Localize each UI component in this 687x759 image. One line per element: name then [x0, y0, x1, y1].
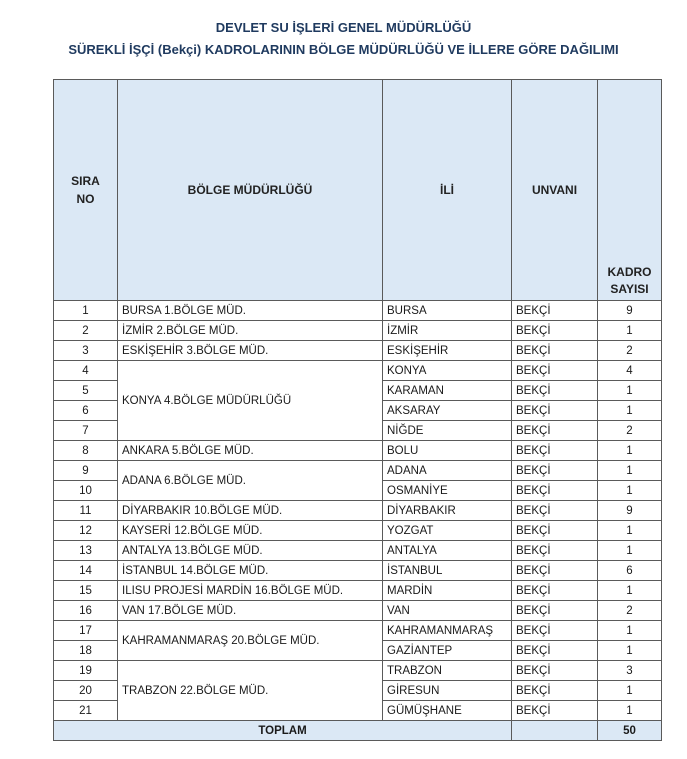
row-unvan: BEKÇİ — [512, 541, 598, 561]
row-il: GÜMÜŞHANE — [383, 701, 512, 721]
sira-label: SIRA — [71, 174, 100, 188]
table-row — [54, 441, 662, 461]
row-unvan: BEKÇİ — [512, 601, 598, 621]
row-unvan: BEKÇİ — [512, 581, 598, 601]
row-bolge: KAHRAMANMARAŞ 20.BÖLGE MÜD. — [118, 621, 383, 661]
row-kadro: 4 — [598, 361, 662, 381]
row-bolge: ADANA 6.BÖLGE MÜD. — [118, 461, 383, 501]
row-no: 20 — [54, 681, 118, 701]
column-header-sira-no — [54, 80, 118, 301]
row-no: 17 — [54, 621, 118, 641]
row-no: 10 — [54, 481, 118, 501]
bekci-distribution-table — [53, 79, 662, 741]
row-unvan: BEKÇİ — [512, 681, 598, 701]
table-row — [54, 501, 662, 521]
row-kadro: 3 — [598, 661, 662, 681]
row-no: 14 — [54, 561, 118, 581]
row-unvan: BEKÇİ — [512, 561, 598, 581]
table-row — [54, 621, 662, 641]
row-kadro: 1 — [598, 521, 662, 541]
row-kadro: 9 — [598, 301, 662, 321]
row-kadro: 1 — [598, 401, 662, 421]
table-row — [54, 601, 662, 621]
row-il: BOLU — [383, 441, 512, 461]
row-il: İSTANBUL — [383, 561, 512, 581]
row-kadro: 1 — [598, 701, 662, 721]
row-unvan: BEKÇİ — [512, 321, 598, 341]
row-bolge: ESKİŞEHİR 3.BÖLGE MÜD. — [118, 341, 383, 361]
row-no: 8 — [54, 441, 118, 461]
row-unvan: BEKÇİ — [512, 421, 598, 441]
row-il: GİRESUN — [383, 681, 512, 701]
table-row — [54, 341, 662, 361]
row-kadro: 6 — [598, 561, 662, 581]
row-unvan: BEKÇİ — [512, 481, 598, 501]
column-header-ili: İLİ — [383, 80, 512, 301]
row-il: AKSARAY — [383, 401, 512, 421]
total-empty-cell — [512, 721, 598, 741]
document-subtitle: SÜREKLİ İŞÇİ (Bekçi) KADROLARININ BÖLGE MÜDÜRLÜĞÜ VE İLLERE GÖRE DAĞILIMI — [68, 42, 619, 57]
row-unvan: BEKÇİ — [512, 461, 598, 481]
document-title: DEVLET SU İŞLERİ GENEL MÜDÜRLÜĞÜ — [215, 20, 472, 35]
row-bolge: BURSA 1.BÖLGE MÜD. — [118, 301, 383, 321]
row-no: 4 — [54, 361, 118, 381]
row-il: GAZİANTEP — [383, 641, 512, 661]
row-kadro: 1 — [598, 381, 662, 401]
row-kadro: 2 — [598, 601, 662, 621]
row-no: 18 — [54, 641, 118, 661]
row-no: 19 — [54, 661, 118, 681]
table-row — [54, 521, 662, 541]
row-bolge: İZMİR 2.BÖLGE MÜD. — [118, 321, 383, 341]
total-row — [54, 721, 662, 741]
row-kadro: 1 — [598, 581, 662, 601]
row-bolge: TRABZON 22.BÖLGE MÜD. — [118, 661, 383, 721]
row-kadro: 1 — [598, 321, 662, 341]
row-no: 16 — [54, 601, 118, 621]
row-il: TRABZON — [383, 661, 512, 681]
row-il: KAHRAMANMARAŞ — [383, 621, 512, 641]
row-unvan: BEKÇİ — [512, 341, 598, 361]
row-kadro: 9 — [598, 501, 662, 521]
row-no: 6 — [54, 401, 118, 421]
row-bolge: VAN 17.BÖLGE MÜD. — [118, 601, 383, 621]
total-label: TOPLAM — [54, 721, 512, 741]
row-no: 11 — [54, 501, 118, 521]
row-unvan: BEKÇİ — [512, 501, 598, 521]
row-unvan: BEKÇİ — [512, 621, 598, 641]
row-kadro: 2 — [598, 341, 662, 361]
row-bolge: ANKARA 5.BÖLGE MÜD. — [118, 441, 383, 461]
row-kadro: 2 — [598, 421, 662, 441]
row-no: 1 — [54, 301, 118, 321]
table-row — [54, 581, 662, 601]
column-header-kadro-sayisi — [598, 80, 662, 301]
row-il: MARDİN — [383, 581, 512, 601]
table-row — [54, 361, 662, 381]
row-il: ANTALYA — [383, 541, 512, 561]
row-unvan: BEKÇİ — [512, 441, 598, 461]
row-kadro: 1 — [598, 641, 662, 661]
row-bolge: ANTALYA 13.BÖLGE MÜD. — [118, 541, 383, 561]
row-il: ESKİŞEHİR — [383, 341, 512, 361]
row-kadro: 1 — [598, 621, 662, 641]
row-il: İZMİR — [383, 321, 512, 341]
table-row — [54, 321, 662, 341]
row-bolge: İSTANBUL 14.BÖLGE MÜD. — [118, 561, 383, 581]
row-no: 12 — [54, 521, 118, 541]
table-row — [54, 301, 662, 321]
row-unvan: BEKÇİ — [512, 661, 598, 681]
row-no: 13 — [54, 541, 118, 561]
table-header-row — [54, 80, 662, 301]
table-row — [54, 561, 662, 581]
row-kadro: 1 — [598, 541, 662, 561]
row-bolge: DİYARBAKIR 10.BÖLGE MÜD. — [118, 501, 383, 521]
row-il: KONYA — [383, 361, 512, 381]
row-no: 3 — [54, 341, 118, 361]
row-unvan: BEKÇİ — [512, 401, 598, 421]
row-bolge: ILISU PROJESİ MARDİN 16.BÖLGE MÜD. — [118, 581, 383, 601]
row-no: 2 — [54, 321, 118, 341]
row-unvan: BEKÇİ — [512, 361, 598, 381]
table-row — [54, 461, 662, 481]
column-header-unvani: UNVANI — [512, 80, 598, 301]
row-no: 7 — [54, 421, 118, 441]
no-label: NO — [76, 192, 95, 206]
row-il: YOZGAT — [383, 521, 512, 541]
row-bolge: KONYA 4.BÖLGE MÜDÜRLÜĞÜ — [118, 361, 383, 441]
column-header-bolge: BÖLGE MÜDÜRLÜĞÜ — [118, 80, 383, 301]
row-unvan: BEKÇİ — [512, 381, 598, 401]
row-bolge: KAYSERİ 12.BÖLGE MÜD. — [118, 521, 383, 541]
row-kadro: 1 — [598, 461, 662, 481]
row-no: 5 — [54, 381, 118, 401]
row-il: DİYARBAKIR — [383, 501, 512, 521]
row-il: OSMANİYE — [383, 481, 512, 501]
row-no: 15 — [54, 581, 118, 601]
row-il: ADANA — [383, 461, 512, 481]
kadro-label: KADRO — [607, 265, 652, 279]
row-kadro: 1 — [598, 481, 662, 501]
row-il: BURSA — [383, 301, 512, 321]
row-unvan: BEKÇİ — [512, 521, 598, 541]
row-no: 9 — [54, 461, 118, 481]
row-il: KARAMAN — [383, 381, 512, 401]
row-kadro: 1 — [598, 681, 662, 701]
total-value: 50 — [598, 721, 662, 741]
row-no: 21 — [54, 701, 118, 721]
row-unvan: BEKÇİ — [512, 301, 598, 321]
row-il: VAN — [383, 601, 512, 621]
row-unvan: BEKÇİ — [512, 641, 598, 661]
sayisi-label: SAYISI — [610, 282, 649, 296]
table-row — [54, 541, 662, 561]
row-kadro: 1 — [598, 441, 662, 461]
row-il: NİĞDE — [383, 421, 512, 441]
row-unvan: BEKÇİ — [512, 701, 598, 721]
table-row — [54, 661, 662, 681]
